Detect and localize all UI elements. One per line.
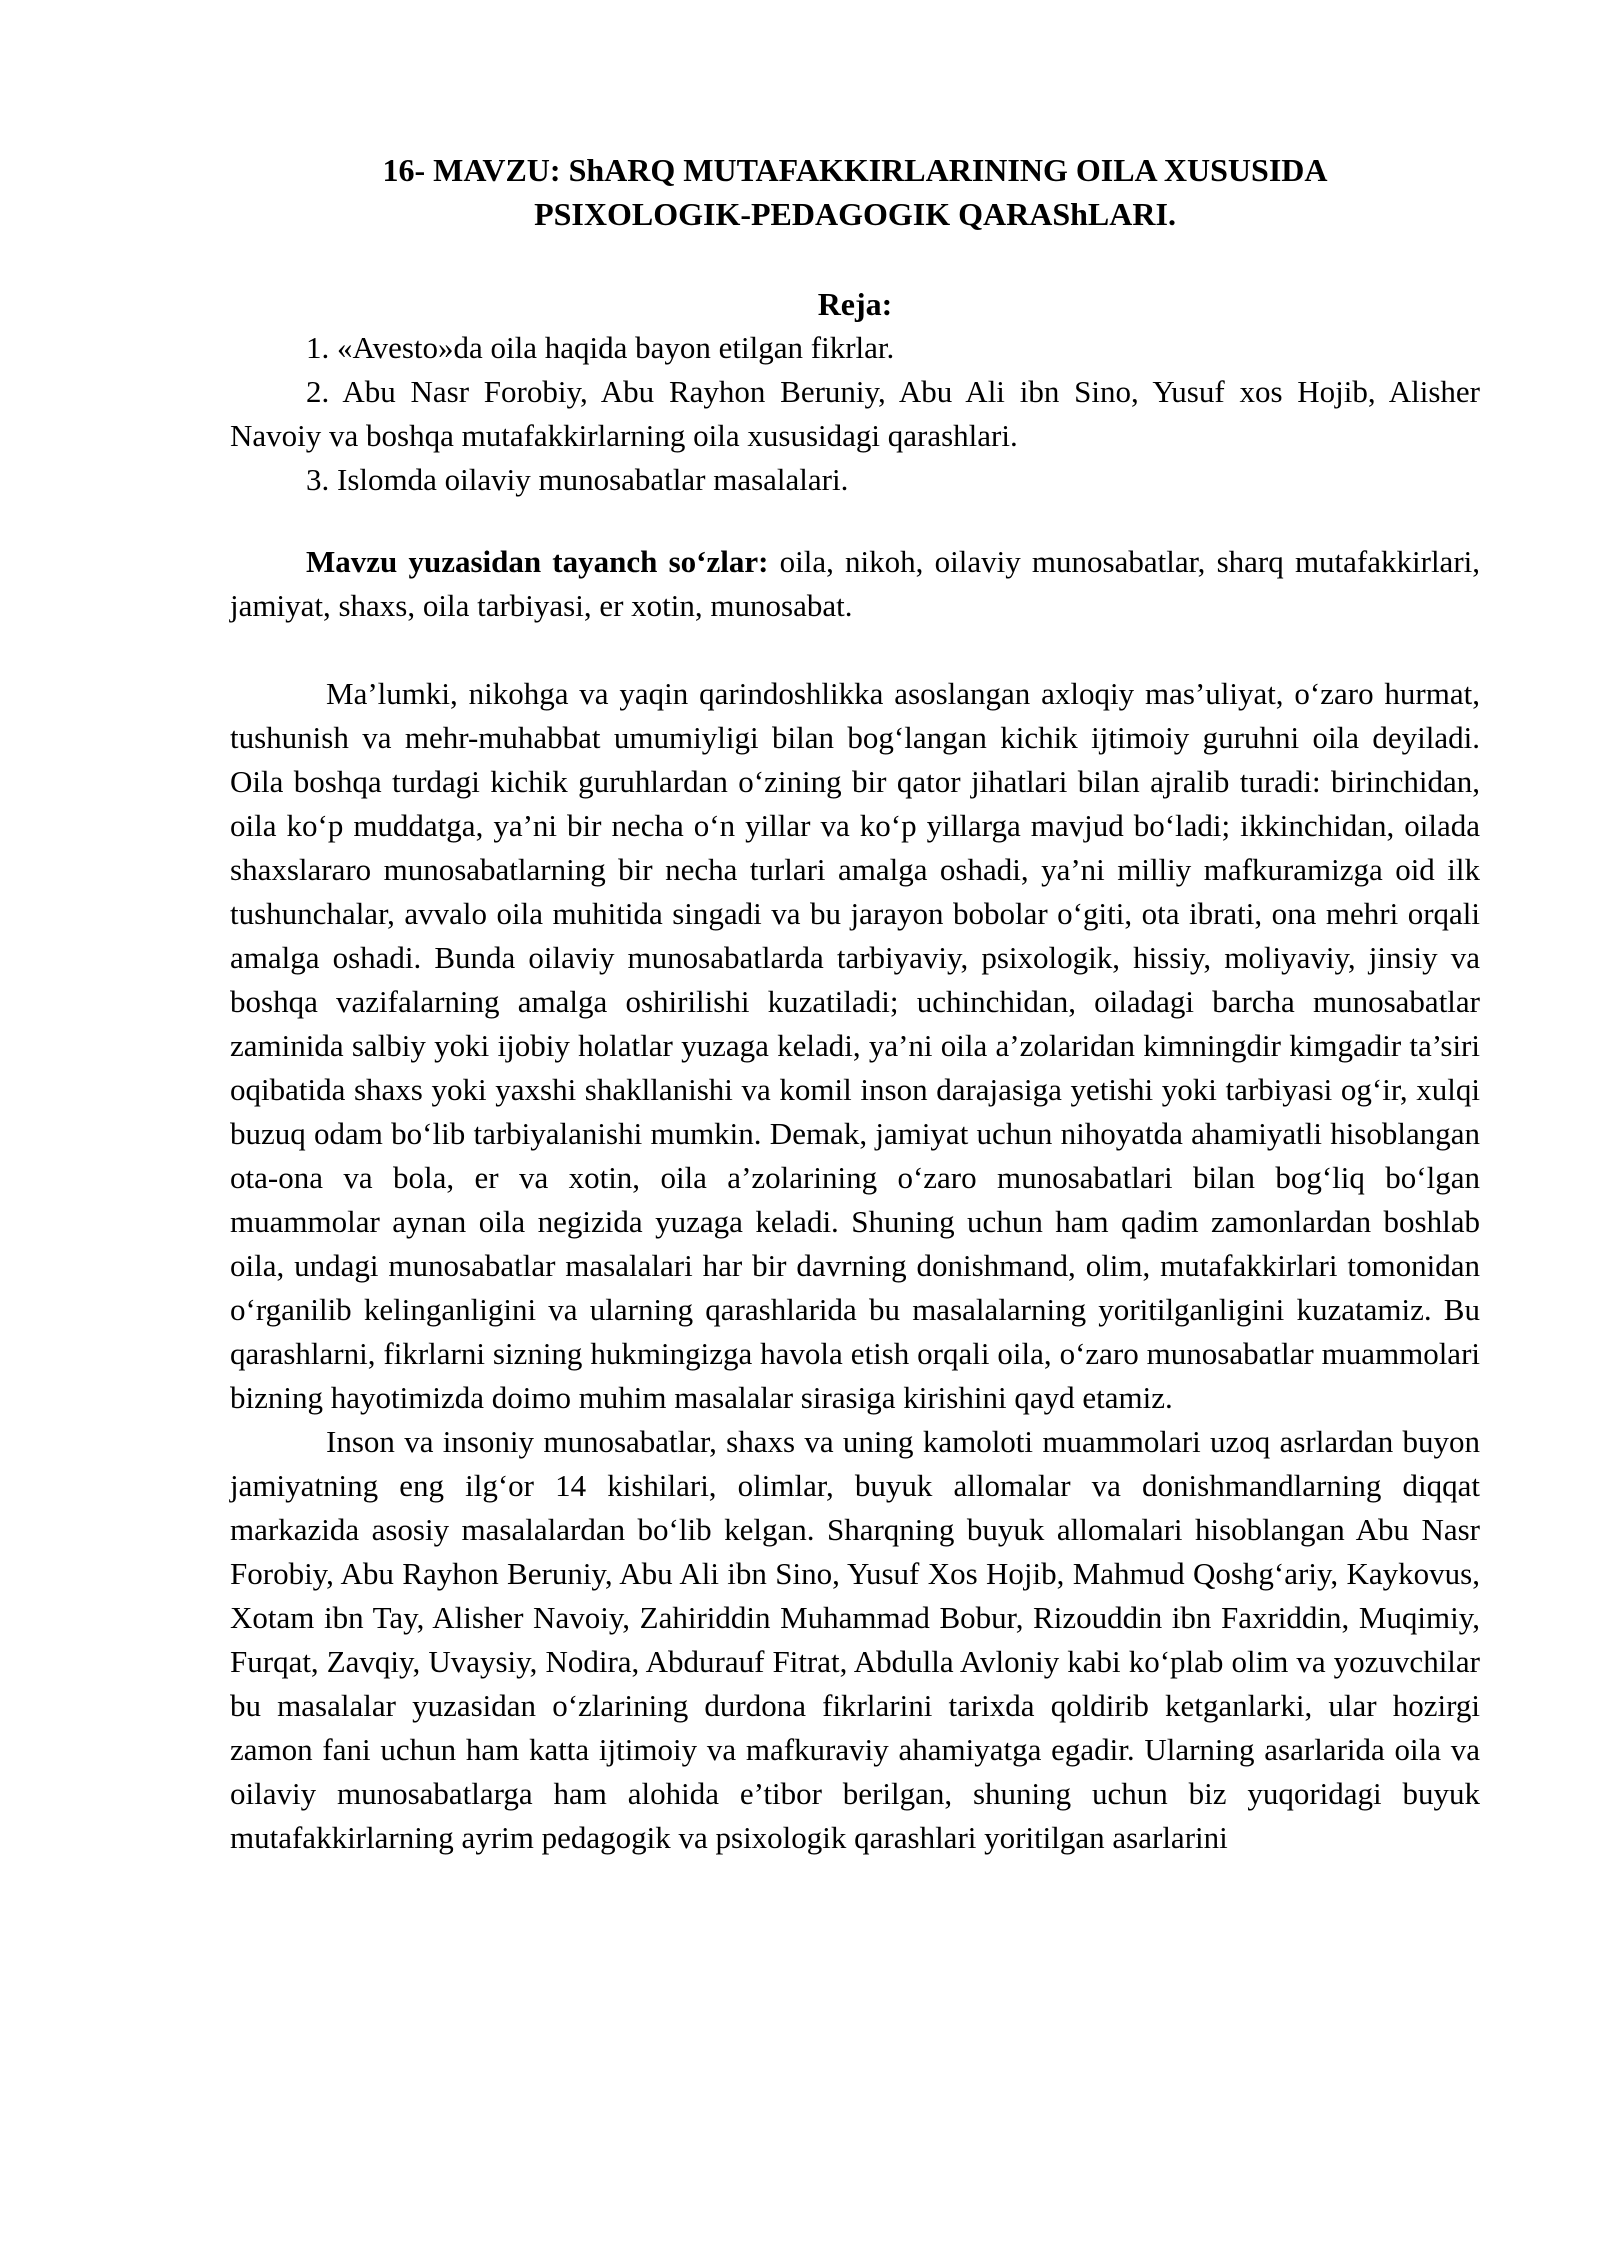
body-paragraph-2: Inson va insoniy munosabatlar, shaxs va uning kamoloti muammolari uzoq asrlardan buyon jamiyatning eng ilg‘or 14 kishilari, olimlar, buyuk allomalar va donishmandlarning diqqat markazida asosiy masalalardan bo‘lib kelgan. Sharqning buyuk allomalari hisoblangan Abu Nasr Forobiy, Abu Rayhon Beruniy, Abu Ali ibn Sino, Yusuf Xos Hojib, Mahmud Qoshg‘ariy, Kaykovus, Xotam ibn Tay, Alisher Navoiy, Zahiriddin Muhammad Bobur, Rizouddin ibn Faxriddin, Muqimiy, Furqat, Zavqiy, Uvaysiy, Nodira, Abdurauf Fitrat, Abdulla Avloniy kabi ko‘plab olim va yozuvchilar bu masalalar yuzasidan o‘zlarining durdona fikrlarini tarixda qoldirib ketganlarki, ular hozirgi zamon fani uchun ham katta ijtimoiy va mafkuraviy ahamiyatga egadir. Ularning asarlarida oila va oilaviy munosabatlarga ham alohida e’tibor berilgan, shuning uchun biz yuqoridagi buyuk mutafakkirlarning ayrim pedagogik va psixologik qarashlari yoritilgan asarlarini [230, 1424, 1480, 1855]
plan-list [230, 326, 1480, 502]
keywords-text: oila, nikoh, oilaviy munosabatlar, sharq mutafakkirlari, jamiyat, shaxs, oila tarbiyasi, er xotin, munosabat. [230, 544, 1481, 623]
plan-item-3: 3. Islomda oilaviy munosabatlar masalalari. [306, 462, 849, 497]
keywords-section [230, 540, 1480, 628]
body-paragraph-1: Ma’lumki, nikohga va yaqin qarindoshlikka asoslangan axloqiy mas’uliyat, o‘zaro hurmat, tushunish va mehr-muhabbat umumiyligi bilan bog‘langan kichik ijtimoiy guruhni oila deyiladi. Oila boshqa turdagi kichik guruhlardan o‘zining bir qator jihatlari bilan ajralib turadi: birinchidan, oila ko‘p muddatga, ya’ni bir necha o‘n yillar va ko‘p yillarga mavjud bo‘ladi; ikkinchidan, oilada shaxslararo munosabatlarning bir necha turlari amalga oshadi, ya’ni milliy mafkuramizga oid ilk tushunchalar, avvalo oila muhitida singadi va bu jarayon bobolar o‘giti, ota ibrati, ona mehri orqali amalga oshadi. Bunda oilaviy munosabatlarda tarbiyaviy, psixologik, hissiy, moliyaviy, jinsiy va boshqa vazifalarning amalga oshirilishi kuzatiladi; uchinchidan, oiladagi barcha munosabatlar zaminida salbiy yoki ijobiy holatlar yuzaga keladi, ya’ni oila a’zolaridan kimningdir kimgadir ta’siri oqibatida shaxs yoki yaxshi shakllanishi va komil inson darajasiga yetishi yoki tarbiyasi og‘ir, xulqi buzuq odam bo‘lib tarbiyalanishi mumkin. Demak, jamiyat uchun nihoyatda ahamiyatli hisoblangan ota-ona va bola, er va xotin, oila a’zolarining o‘zaro munosabatlari bilan bog‘liq bo‘lgan muammolar aynan oila negizida yuzaga keladi. Shuning uchun ham qadim zamonlardan boshlab oila, undagi munosabatlar masalalari har bir davrning donishmand, olim, mutafakkirlari tomonidan o‘rganilib kelinganligini va ularning qarashlarida bu masalalarning yoritilganligini kuzatamiz. Bu qarashlarni, fikrlarni sizning hukmingizga havola etish orqali oila, o‘zaro munosabatlar muammolari bizning hayotimizda doimo muhim masalalar sirasiga kirishini qayd etamiz. [230, 676, 1480, 1415]
title-line-2: PSIXOLOGIK-PEDAGOGIK QARAShLARI. [534, 196, 1176, 232]
keywords-paragraph [230, 540, 1480, 628]
body-text [230, 672, 1480, 1860]
plan-item-1: 1. «Avesto»da oila haqida bayon etilgan fikrlar. [306, 330, 895, 365]
title-line-1: 16- MAVZU: ShARQ MUTAFAKKIRLARINING OILA XUSUSIDA [382, 152, 1328, 188]
page-title [230, 148, 1480, 236]
plan-heading: Reja: [817, 286, 893, 322]
plan-item-2: 2. Abu Nasr Forobiy, Abu Rayhon Beruniy, Abu Ali ibn Sino, Yusuf xos Hojib, Alisher Navoiy va boshqa mutafakkirlarning oila xususidagi qarashlari. [230, 374, 1480, 453]
keywords-label: Mavzu yuzasidan tayanch so‘zlar: [306, 544, 769, 579]
